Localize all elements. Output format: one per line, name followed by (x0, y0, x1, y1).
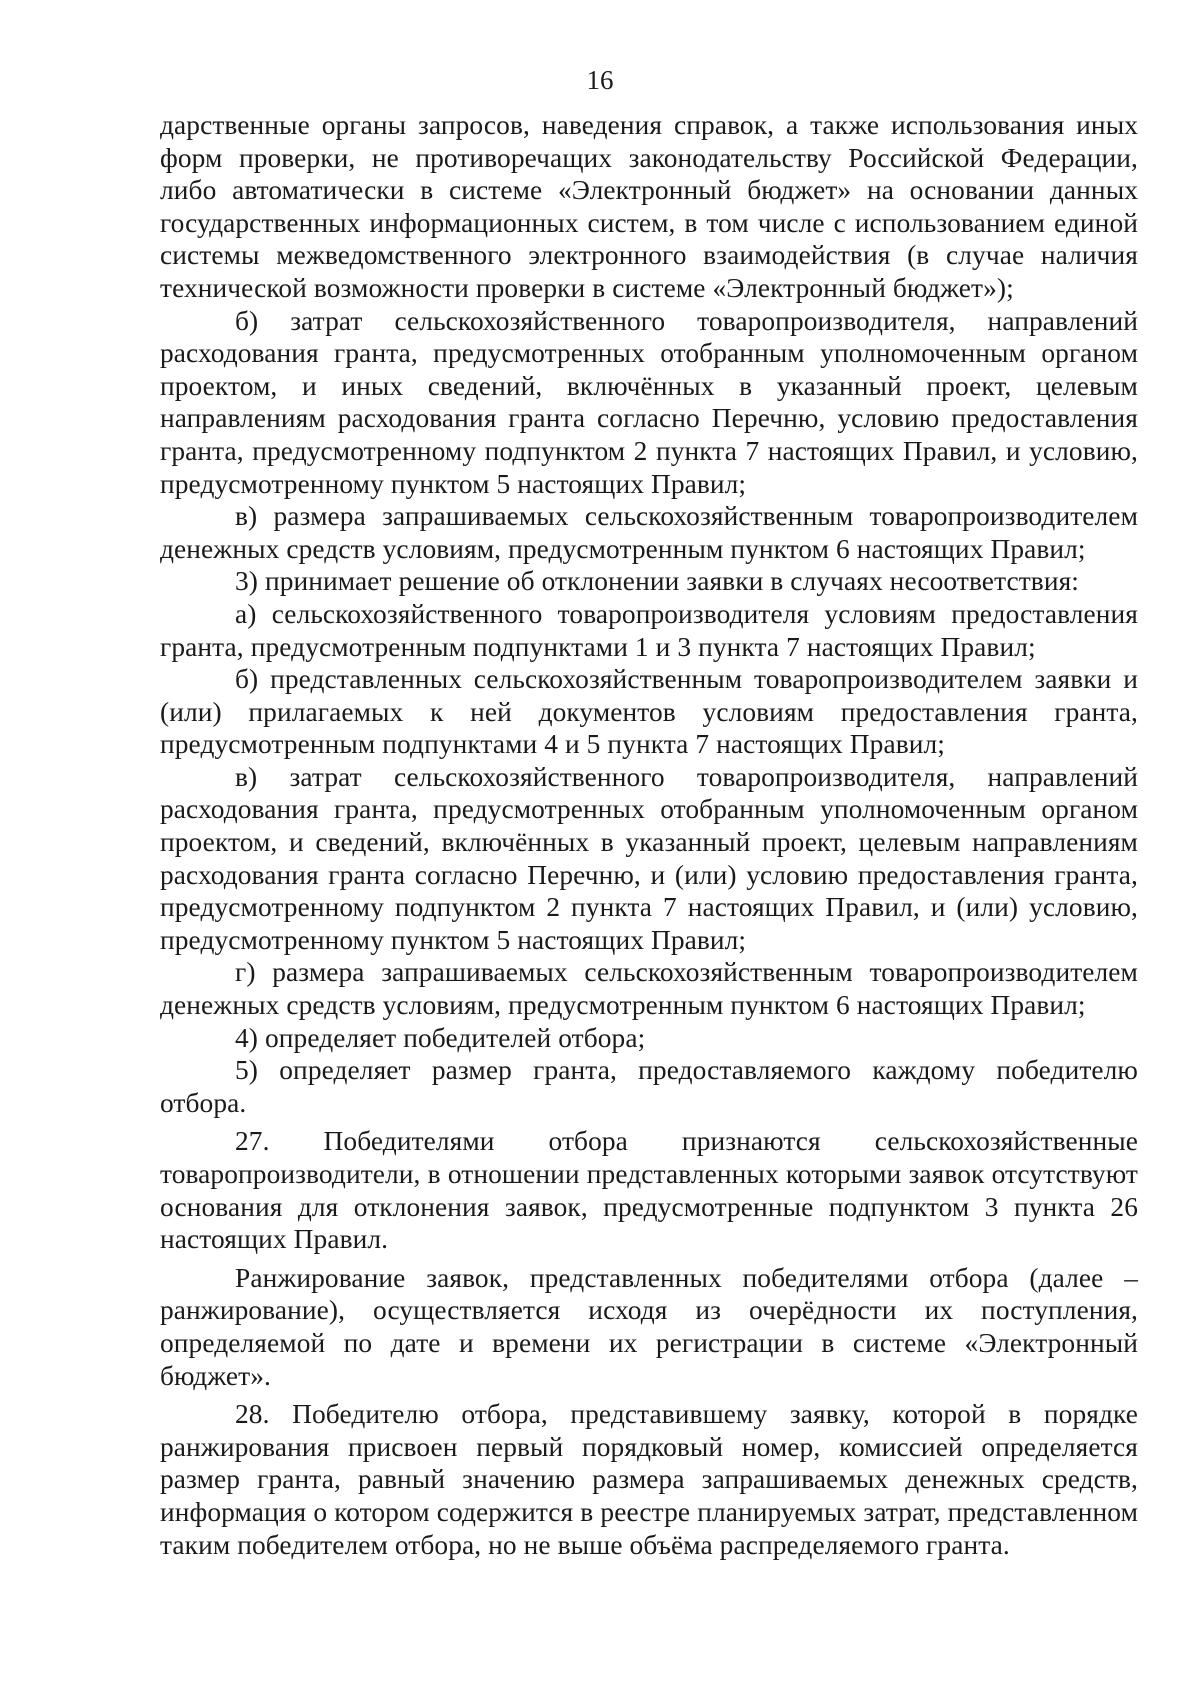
paragraph-item-b: б) затрат сельскохозяйственного товаропроизводителя, направлений расходования гранта, предусмотренных отобранным уполномоченным органом проектом, и иных сведений, включённых в указанный проект, целевым направлениям расходования гранта согласно Перечню, условию предоставления гранта, предусмотренному подпунктом 2 пункта 7 настоящих Правил, и условию, предусмотренному пунктом 5 настоящих Правил; (160, 305, 1138, 499)
paragraph-item-v-2: в) затрат сельскохозяйственного товаропроизводителя, направлений расходования гранта, предусмотренных отобранным уполномоченным органом проектом, и сведений, включённых в указанный проект, целевым направлениям расходования гранта согласно Перечню, и (или) условию предоставления гранта, предусмотренному подпунктом 2 пункта 7 настоящих Правил, и (или) условию, предусмотренному пунктом 5 настоящих Правил; (160, 761, 1138, 955)
paragraph-item-b-2: б) представленных сельскохозяйственным товаропроизводителем заявки и (или) прилагаемых к ней документов условиям предоставления гранта, предусмотренным подпунктами 4 и 5 пункта 7 настоящих Правил; (160, 664, 1138, 760)
document-body (160, 109, 1138, 1561)
paragraph-item-a: а) сельскохозяйственного товаропроизводителя условиям предоставления гранта, предусмотренным подпунктами 1 и 3 пункта 7 настоящих Правил; (160, 598, 1138, 662)
paragraph-item-5: 5) определяет размер гранта, предоставляемого каждому победителю отбора. (160, 1055, 1138, 1118)
paragraph-item-g: г) размера запрашиваемых сельскохозяйственным товаропроизводителем денежных средств условиям, предусмотренным пунктом 6 настоящих Правил; (160, 957, 1138, 1021)
paragraph-item-3: 3) принимает решение об отклонении заявки в случаях несоответствия: (235, 566, 1079, 597)
paragraph-clause-27: 27. Победителями отбора признаются сельскохозяйственные товаропроизводители, в отношении представленных которыми заявок отсутствуют основания для отклонения заявок, предусмотренные подпунктом 3 пункта 26 настоящих Правил. (160, 1126, 1138, 1255)
paragraph-ranking: Ранжирование заявок, представленных победителями отбора (далее – ранжирование), осуществляется исходя из очерёдности их поступления, определяемой по дате и времени их регистрации в системе «Электронный бюджет». (160, 1262, 1138, 1391)
paragraph-clause-28: 28. Победителю отбора, представившему заявку, которой в порядке ранжирования присвоен первый порядковый номер, комиссией определяется размер гранта, равный значению размера запрашиваемых денежных средств, информация о котором содержится в реестре планируемых затрат, представленном таким победителем отбора, но не выше объёма распределяемого гранта. (160, 1399, 1138, 1560)
paragraph-item-v: в) размера запрашиваемых сельскохозяйственным товаропроизводителем денежных средств условиям, предусмотренным пунктом 6 настоящих Правил; (160, 501, 1138, 564)
paragraph-item-4: 4) определяет победителей отбора; (235, 1022, 646, 1053)
paragraph-continuation: дарственные органы запросов, наведения справок, а также использования иных форм проверки, не противоречащих законодательству Российской Федерации, либо автоматически в системе «Электронный бюджет» на основании данных государственных информационных систем, в том числе с использованием единой системы межведомственного электронного взаимодействия (в случае наличия технической возможности проверки в системе «Электронный бюджет»); (160, 110, 1138, 303)
page-number: 16 (586, 65, 614, 95)
